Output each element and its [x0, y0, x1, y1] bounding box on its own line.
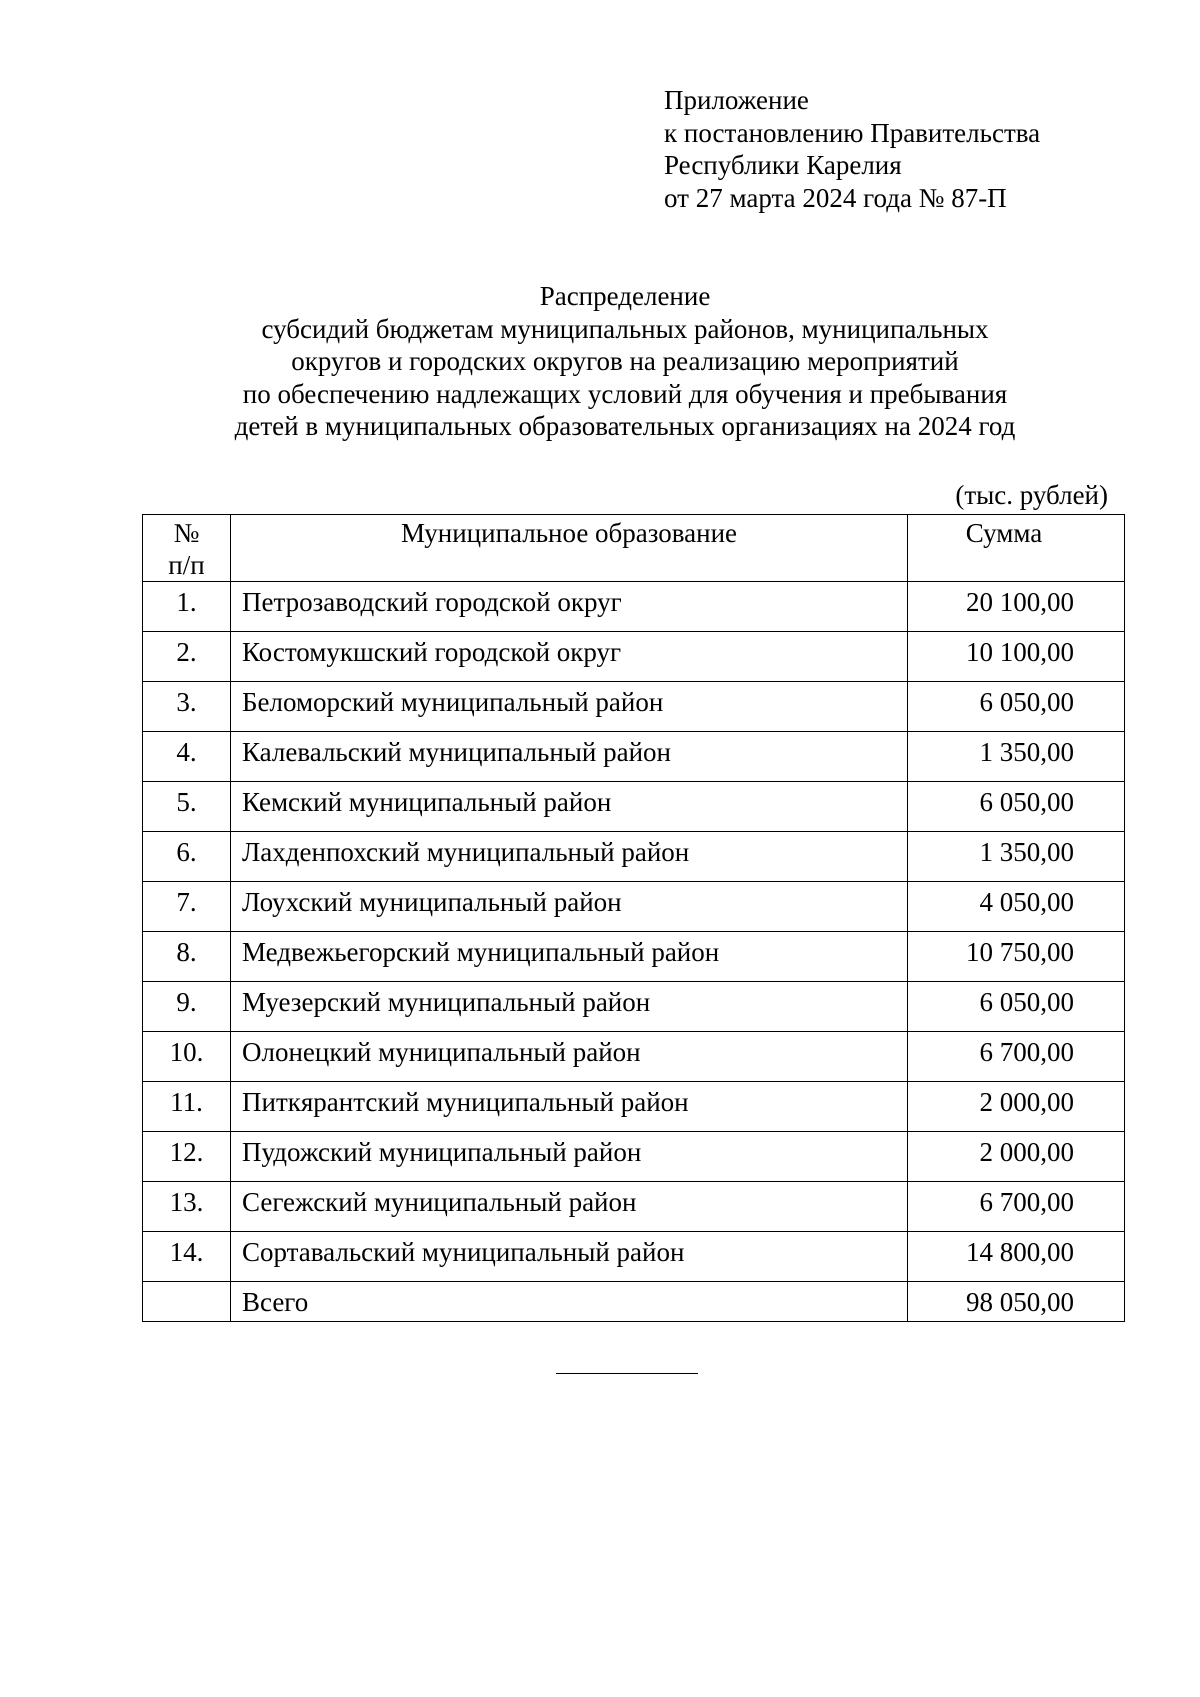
table-row — [143, 832, 1125, 882]
table-row — [143, 982, 1125, 1032]
table-row — [143, 882, 1125, 932]
row-municipality: Медвежьегорский муниципальный район — [231, 932, 908, 982]
table-row — [143, 732, 1125, 782]
row-municipality: Петрозаводский городской округ — [231, 582, 908, 632]
row-sum: 14 800,00 — [908, 1232, 1125, 1282]
row-municipality: Сортавальский муниципальный район — [231, 1232, 908, 1282]
row-municipality: Муезерский муниципальный район — [231, 982, 908, 1032]
title-line: по обеспечению надлежащих условий для обучения и пребывания — [242, 378, 1008, 409]
appendix-block — [664, 84, 1040, 214]
row-municipality: Лахденпохский муниципальный район — [231, 832, 908, 882]
row-sum: 6 700,00 — [908, 1032, 1125, 1082]
row-municipality: Кемский муниципальный район — [231, 782, 908, 832]
row-number: 14. — [143, 1232, 231, 1282]
table-row — [143, 1132, 1125, 1182]
row-municipality: Питкярантский муниципальный район — [231, 1082, 908, 1132]
row-number: 13. — [143, 1182, 231, 1232]
total-sum: 98 050,00 — [908, 1282, 1125, 1322]
row-municipality: Беломорский муниципальный район — [231, 682, 908, 732]
row-sum: 6 700,00 — [908, 1182, 1125, 1232]
table-row — [143, 1182, 1125, 1232]
row-number: 10. — [143, 1032, 231, 1082]
row-number: 2. — [143, 632, 231, 682]
subsidy-table — [142, 514, 1125, 1322]
row-number: 4. — [143, 732, 231, 782]
end-divider — [556, 1373, 698, 1374]
row-sum: 6 050,00 — [908, 982, 1125, 1032]
row-number: 8. — [143, 932, 231, 982]
title-line: округов и городских округов на реализацию мероприятий — [291, 346, 959, 376]
total-row — [143, 1282, 1125, 1322]
row-sum: 6 050,00 — [908, 782, 1125, 832]
table-row — [143, 782, 1125, 832]
table-row — [143, 1082, 1125, 1132]
title-line: Распределение — [539, 281, 711, 311]
row-municipality: Сегежский муниципальный район — [231, 1182, 908, 1232]
table-row — [143, 682, 1125, 732]
total-number-empty — [143, 1282, 231, 1322]
header-number — [143, 515, 231, 582]
row-number: 5. — [143, 782, 231, 832]
row-number: 1. — [143, 582, 231, 632]
appendix-line: к постановлению Правительства — [664, 117, 1041, 148]
total-label: Всего — [231, 1282, 908, 1322]
appendix-line: Приложение — [664, 85, 809, 115]
row-sum: 10 100,00 — [908, 632, 1125, 682]
title-line: детей в муниципальных образовательных организациях на 2024 год — [234, 411, 1016, 441]
row-municipality: Лоухский муниципальный район — [231, 882, 908, 932]
row-sum: 2 000,00 — [908, 1082, 1125, 1132]
row-municipality: Олонецкий муниципальный район — [231, 1032, 908, 1082]
table-row — [143, 632, 1125, 682]
title-line: субсидий бюджетам муниципальных районов, муниципальных — [261, 313, 989, 344]
row-number: 11. — [143, 1082, 231, 1132]
table-row — [143, 582, 1125, 632]
table-row — [143, 1032, 1125, 1082]
row-municipality: Пудожский муниципальный район — [231, 1132, 908, 1182]
row-sum: 4 050,00 — [908, 882, 1125, 932]
row-sum: 20 100,00 — [908, 582, 1125, 632]
row-number: 6. — [143, 832, 231, 882]
appendix-line: Республики Карелия — [664, 150, 902, 180]
row-number: 9. — [143, 982, 231, 1032]
table-row — [143, 1232, 1125, 1282]
row-sum: 2 000,00 — [908, 1132, 1125, 1182]
row-sum: 10 750,00 — [908, 932, 1125, 982]
table-row — [143, 932, 1125, 982]
row-municipality: Костомукшский городской округ — [231, 632, 908, 682]
header-number-symbol: № — [173, 518, 200, 548]
header-number-abbrev: п/п — [168, 550, 205, 580]
table-header-row — [143, 515, 1125, 582]
row-sum: 1 350,00 — [908, 732, 1125, 782]
row-sum: 1 350,00 — [908, 832, 1125, 882]
row-municipality: Калевальский муниципальный район — [231, 732, 908, 782]
header-sum: Сумма — [908, 515, 1125, 582]
document-title — [0, 280, 1200, 443]
header-municipality: Муниципальное образование — [231, 515, 908, 582]
row-number: 3. — [143, 682, 231, 732]
row-number: 12. — [143, 1132, 231, 1182]
row-number: 7. — [143, 882, 231, 932]
appendix-line: от 27 марта 2024 года № 87-П — [664, 182, 1007, 213]
row-sum: 6 050,00 — [908, 682, 1125, 732]
units-label: (тыс. рублей) — [955, 480, 1108, 510]
